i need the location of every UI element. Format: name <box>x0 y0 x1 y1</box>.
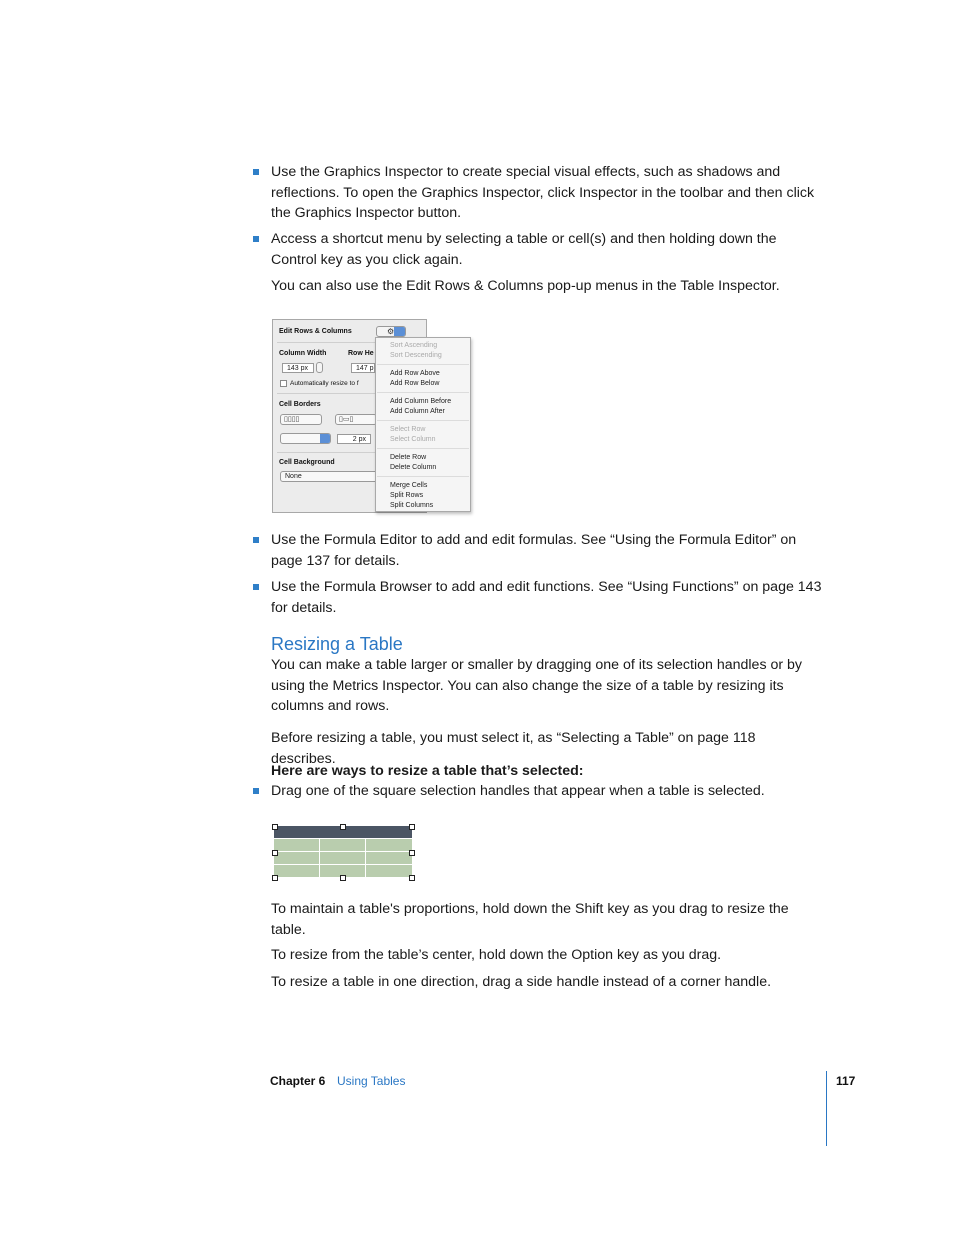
table-cell <box>274 839 319 851</box>
paragraph-shift-key: To maintain a table's proportions, hold down the Shift key as you drag to resize the table. <box>271 901 789 938</box>
column-width-stepper[interactable] <box>316 362 323 373</box>
menu-item-add-row-above[interactable]: Add Row Above <box>390 370 440 377</box>
bullet-graphics-inspector: Use the Graphics Inspector to create special visual effects, such as shadows and reflections. To open the Graphics Inspector, click Inspector in the toolbar and then click the Graphics Inspector button. <box>271 164 815 221</box>
border-style-buttons-left[interactable] <box>280 414 322 425</box>
selection-handle-middle-left[interactable] <box>272 850 278 856</box>
chevron-down-icon <box>394 327 405 336</box>
selection-handle-top-left[interactable] <box>272 824 278 830</box>
divider <box>277 393 377 394</box>
bullet-shortcut-menu: Access a shortcut menu by selecting a table or cell(s) and then holding down the Control key as you click again. <box>271 231 777 268</box>
selected-table-figure <box>274 826 412 878</box>
bullet-drag-handles: Drag one of the square selection handles that appear when a table is selected. <box>271 783 765 799</box>
section-heading: Resizing a Table <box>271 634 403 654</box>
menu-item-add-column-before[interactable]: Add Column Before <box>390 398 452 405</box>
paragraph-popup-menus: You can also use the Edit Rows & Columns pop-up menus in the Table Inspector. <box>271 278 780 294</box>
row-height-label: Row He <box>348 350 374 357</box>
auto-resize-checkbox[interactable] <box>280 380 287 387</box>
menu-item-select-column[interactable]: Select Column <box>390 436 436 443</box>
menu-item-select-row[interactable]: Select Row <box>390 426 426 433</box>
bullet-marker <box>253 169 259 175</box>
menu-item-merge-cells[interactable]: Merge Cells <box>390 482 428 489</box>
footer-rule <box>826 1071 827 1146</box>
border-line-style-popup[interactable] <box>280 433 331 444</box>
menu-item-split-columns[interactable]: Split Columns <box>390 502 434 509</box>
menu-separator <box>377 392 469 393</box>
table-row <box>274 839 412 851</box>
footer-page-number: 117 <box>836 1074 856 1088</box>
divider <box>277 452 377 453</box>
menu-separator <box>377 476 469 477</box>
column-width-label: Column Width <box>279 350 327 357</box>
chevron-down-icon <box>320 434 330 443</box>
selection-handle-middle-right[interactable] <box>409 850 415 856</box>
divider <box>277 342 377 343</box>
table-cell <box>366 839 412 851</box>
edit-rows-columns-popup[interactable] <box>376 326 406 337</box>
bullet-marker <box>253 537 259 543</box>
auto-resize-label: Automatically resize to f <box>290 380 359 387</box>
border-segment-icon: ▯▯▯▯ <box>284 416 300 423</box>
edit-rows-columns-menu <box>375 337 471 512</box>
paragraph-select-first: Before resizing a table, you must select it, as “Selecting a Table” on page 118 describes. <box>271 730 756 767</box>
menu-item-sort-descending[interactable]: Sort Descending <box>390 352 442 359</box>
table-cell <box>274 865 319 877</box>
cell-background-value: None <box>285 473 302 480</box>
paragraph-side-handle: To resize a table in one direction, drag a side handle instead of a corner handle. <box>271 974 772 990</box>
gear-icon: ⚙ <box>387 327 395 336</box>
border-width-field[interactable]: 2 px <box>337 434 371 444</box>
menu-item-add-column-after[interactable]: Add Column After <box>390 408 445 415</box>
table-cell <box>366 865 412 877</box>
border-segment-icon: ▯▭▯ <box>339 416 354 423</box>
menu-item-split-rows[interactable]: Split Rows <box>390 492 424 499</box>
menu-separator <box>377 448 469 449</box>
table-row <box>274 852 412 864</box>
table-cell <box>320 839 365 851</box>
menu-item-delete-column[interactable]: Delete Column <box>390 464 437 471</box>
paragraph-option-key: To resize from the table’s center, hold down the Option key as you drag. <box>271 947 722 963</box>
menu-item-sort-ascending[interactable]: Sort Ascending <box>390 342 438 349</box>
border-style-buttons-right[interactable] <box>335 414 377 425</box>
row-height-field[interactable]: 147 p <box>351 363 375 373</box>
menu-item-delete-row[interactable]: Delete Row <box>390 454 427 461</box>
cell-background-popup[interactable] <box>280 471 380 482</box>
cell-borders-label: Cell Borders <box>279 401 321 408</box>
edit-rows-columns-label: Edit Rows & Columns <box>279 328 352 335</box>
cell-background-label: Cell Background <box>279 459 335 466</box>
column-width-field[interactable]: 143 px <box>282 363 314 373</box>
footer-chapter-title[interactable]: Using Tables <box>337 1074 406 1088</box>
bullet-marker <box>253 788 259 794</box>
bullet-formula-browser: Use the Formula Browser to add and edit functions. See “Using Functions” on page 143 for details. <box>271 579 822 616</box>
table-cell <box>274 852 319 864</box>
menu-separator <box>377 420 469 421</box>
table-cell <box>320 852 365 864</box>
menu-separator <box>377 364 469 365</box>
selection-handle-bottom-middle[interactable] <box>340 875 346 881</box>
bullet-marker <box>253 584 259 590</box>
selection-handle-bottom-right[interactable] <box>409 875 415 881</box>
table-cell <box>366 852 412 864</box>
bullet-marker <box>253 236 259 242</box>
paragraph-resize-intro: You can make a table larger or smaller by dragging one of its selection handles or by using the Metrics Inspector. You can also change the size of a table by resizing its columns and rows. <box>271 657 803 714</box>
selection-handle-bottom-left[interactable] <box>272 875 278 881</box>
selection-handle-top-middle[interactable] <box>340 824 346 830</box>
menu-item-add-row-below[interactable]: Add Row Below <box>390 380 440 387</box>
bullet-formula-editor: Use the Formula Editor to add and edit formulas. See “Using the Formula Editor” on page 137 for details. <box>271 532 797 569</box>
footer-chapter: Chapter 6 <box>270 1074 326 1088</box>
selection-handle-top-right[interactable] <box>409 824 415 830</box>
ways-to-resize-label: Here are ways to resize a table that’s selected: <box>271 763 584 779</box>
